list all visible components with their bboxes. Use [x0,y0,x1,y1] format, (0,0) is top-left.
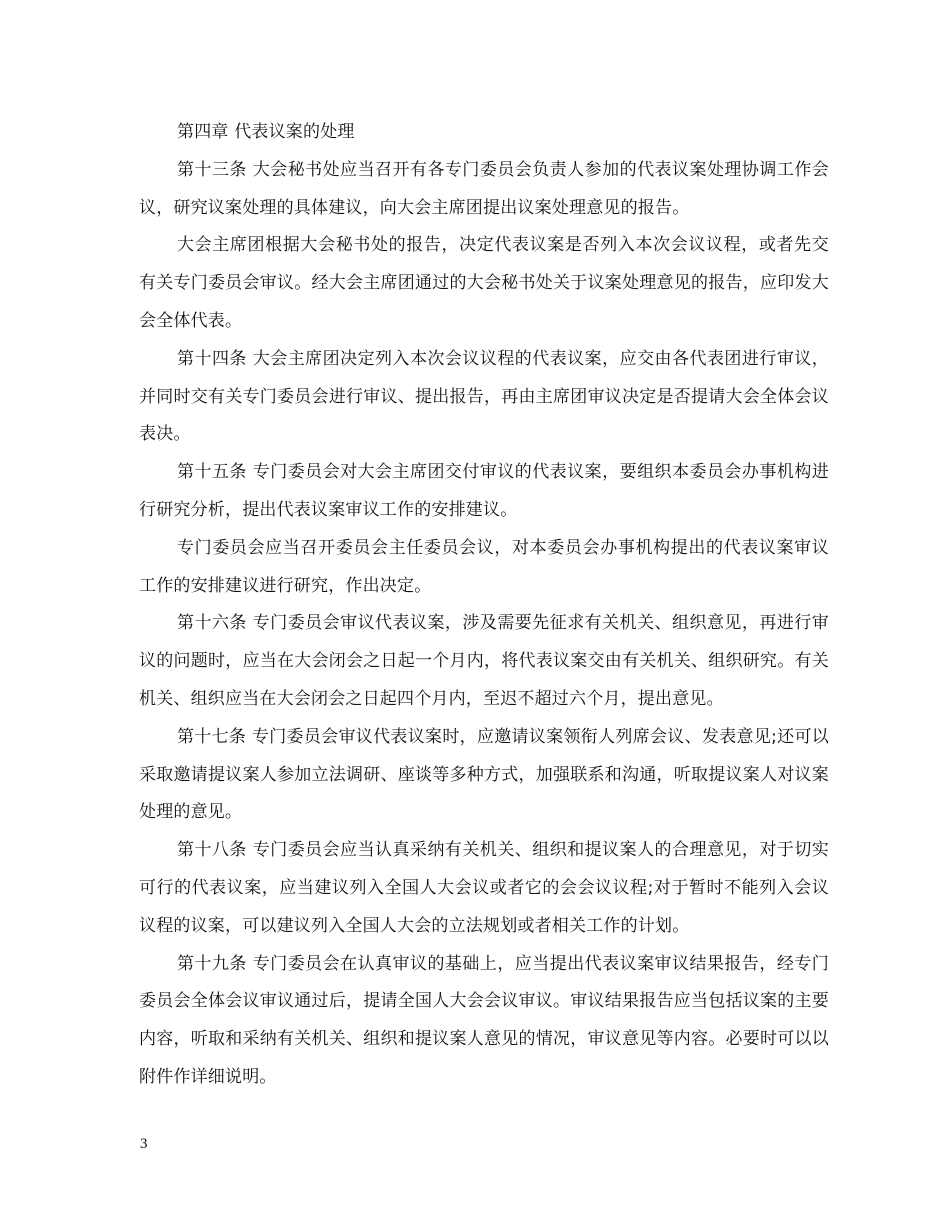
page-number: 3 [140,1136,148,1152]
article-18-paragraph: 第十八条 专门委员会应当认真采纳有关机关、组织和提议案人的合理意见，对于切实可行的代表议案，应当建议列入全国人大会议或者它的会会议议程;对于暂时不能列入会议议程的议案，可以建议列入全国人大会的立法规划或者相关工作的计划。 [139,840,829,936]
article-15-continued-paragraph: 专门委员会应当召开委员会主任委员会议，对本委员会办事机构提出的代表议案审议工作的安排建议进行研究，作出决定。 [139,537,829,596]
document-body [139,114,829,1097]
article-16-paragraph: 第十六条 专门委员会审议代表议案，涉及需要先征求有关机关、组织意见，再进行审议的问题时，应当在大会闭会之日起一个月内，将代表议案交由有关机关、组织研究。有关机关、组织应当在大会闭会之日起四个月内，至迟不超过六个月，提出意见。 [139,613,829,709]
article-13-paragraph: 第十三条 大会秘书处应当召开有各专门委员会负责人参加的代表议案处理协调工作会议，研究议案处理的具体建议，向大会主席团提出议案处理意见的报告。 [139,159,829,218]
chapter-heading: 第四章 代表议案的处理 [177,122,355,142]
article-14-paragraph: 第十四条 大会主席团决定列入本次会议议程的代表议案，应交由各代表团进行审议，并同时交有关专门委员会进行审议、提出报告，再由主席团审议决定是否提请大会全体会议表决。 [139,348,829,445]
article-15-paragraph: 第十五条 专门委员会对大会主席团交付审议的代表议案，要组织本委员会办事机构进行研究分析，提出代表议案审议工作的安排建议。 [139,462,829,520]
article-19-paragraph: 第十九条 专门委员会在认真审议的基础上，应当提出代表议案审议结果报告，经专门委员会全体会议审议通过后，提请全国人大会会议审议。审议结果报告应当包括议案的主要内容，听取和采纳有关机关、组织和提议案人意见的情况，审议意见等内容。必要时可以以附件作详细说明。 [139,953,829,1087]
article-13-continued-paragraph: 大会主席团根据大会秘书处的报告，决定代表议案是否列入本次会议议程，或者先交有关专门委员会审议。经大会主席团通过的大会秘书处关于议案处理意见的报告，应印发大会全体代表。 [139,235,829,331]
article-17-paragraph: 第十七条 专门委员会审议代表议案时，应邀请议案领衔人列席会议、发表意见;还可以采取邀请提议案人参加立法调研、座谈等多种方式，加强联系和沟通，听取提议案人对议案处理的意见。 [139,726,829,823]
